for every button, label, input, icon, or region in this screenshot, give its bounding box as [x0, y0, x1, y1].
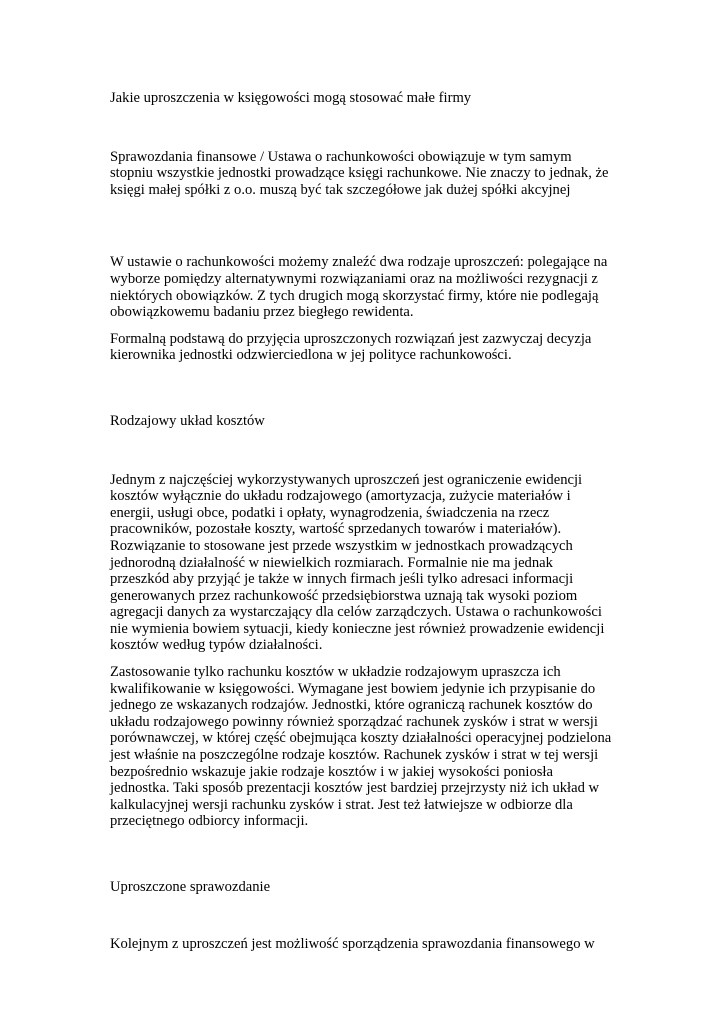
paragraph-cost-accounting: Zastosowanie tylko rachunku kosztów w układzie rodzajowym upraszcza ich kwalifikowanie w księgowości. Wymagane jest bowiem jedynie ich przypisanie do jednego ze wskazanych rodzajów. Jednostki, które ograniczą rachunek kosztów do układu rodzajowego powinny również sporządzać rachunek zysków i strat w wersji porównawczej, w której część obejmująca koszty działalności operacyjnej podzielona jest właśnie na poszczególne rodzaje kosztów. Rachunek zysków i strat w tej wersji bezpośrednio wskazuje jakie rodzaje kosztów i w jakiej wysokości poniosła jednostka. Taki sposób prezentacji kosztów jest bardziej przejrzysty niż ich układ w kalkulacyjnej wersji rachunku zysków i strat. Jest też łatwiejsze w odbiorze dla przeciętnego odbiorcy informacji. [110, 664, 612, 830]
paragraph-simplified-report: Kolejnym z uproszczeń jest możliwość sporządzenia sprawozdania finansowego w [110, 935, 595, 952]
document-title: Jakie uproszczenia w księgowości mogą stosować małe firmy [110, 90, 472, 106]
intro-paragraph: Sprawozdania finansowe / Ustawa o rachunkowości obowiązuje w tym samym stopniu wszystkie jednostki prowadzące księgi rachunkowe. Nie znaczy to jednak, że księgi małej spółki z o.o. muszą być tak szczegółowe jak dużej spółki akcyjnej [110, 148, 609, 198]
section-heading-cost-layout: Rodzajowy układ kosztów [110, 412, 265, 429]
section-heading-simplified-report: Uproszczone sprawozdanie [110, 879, 271, 895]
paragraph-simplifications: W ustawie o rachunkowości możemy znaleźć dwa rodzaje uproszczeń: polegające na wyborze pomiędzy alternatywnymi rozwiązaniami oraz na możliwości rezygnacji z niektórych obowiązków. Z tych drugich mogą skorzystać firmy, które nie podlegają obowiązkowemu badaniu przez biegłego rewidenta. [110, 254, 608, 321]
document-body [110, 90, 620, 952]
paragraph-cost-records: Jednym z najczęściej wykorzystywanych uproszczeń jest ograniczenie ewidencji kosztów wyłącznie do układu rodzajowego (amortyzacja, zużycie materiałów i energii, usługi obce, podatki i opłaty, wynagrodzenia, świadczenia na rzecz pracowników, pozostałe koszty, wartość sprzedanych towarów i materiałów). Rozwiązanie to stosowane jest przede wszystkim w jednostkach prowadzących jednorodną działalność w niewielkich rozmiarach. Formalnie nie ma jednak przeszkód aby przyjąć je także w innych firmach jeśli tylko adresaci informacji generowanych przez rachunkowość przedsiębiorstwa uznają tak wysoki poziom agregacji danych za wystarczający dla celów zarządczych. Ustawa o rachunkowości nie wymienia bowiem sytuacji, kiedy konieczne jest również prowadzenie ewidencji kosztów według typów działalności. [110, 471, 605, 654]
paragraph-formal-basis: Formalną podstawą do przyjęcia uproszczonych rozwiązań jest zazwyczaj decyzja kierownika jednostki odzwierciedlona w jej polityce rachunkowości. [110, 330, 592, 364]
